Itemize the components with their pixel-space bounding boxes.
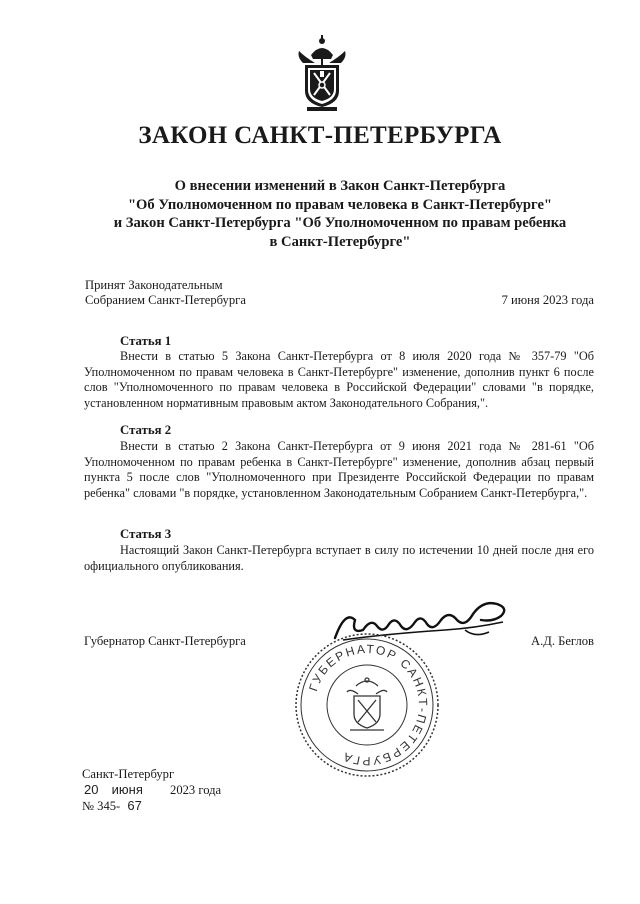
footer-year: 2023 года	[170, 783, 222, 797]
subtitle-line: О внесении изменений в Закон Санкт-Петербурга	[174, 178, 506, 194]
footer-number-prefix: № 345-	[82, 799, 121, 813]
footer-city: Санкт-Петербург	[82, 767, 175, 781]
document-subtitle	[80, 177, 600, 251]
footer-date	[82, 782, 221, 798]
seal-emblem-icon	[347, 678, 387, 730]
article-text: Внести в статью 2 Закона Санкт-Петербурга от 9 июня 2021 года № 281-61 "Об Уполномоченном по правам ребенка в Санкт-Петербурге" изменение, дополнив абзац первый пункта 5 после слов "Уполномоченного при Президенте Российской Федерации по правам ребенка" словами "в порядке, установленном Законодательным Собранием Санкт-Петербурга,".	[84, 439, 594, 500]
footer-day: 20	[84, 782, 99, 797]
adoption-date: 7 июня 2023 года	[501, 293, 594, 307]
article-heading: Статья 2	[120, 423, 172, 437]
subtitle-line: и Закон Санкт-Петербурга "Об Уполномоченном по правам ребенка	[113, 215, 567, 231]
article-text: Внести в статью 5 Закона Санкт-Петербурга от 8 июля 2020 года № 357-79 "Об Уполномоченном по правам человека в Санкт-Петербурге" изменение, дополнив пункт 6 после слов "Уполномоченного по правам человека в Российской Федерации" словами "в порядке, установленном нормативным правовым актом Законодательного Собрания,".	[84, 349, 594, 410]
document-title: ЗАКОН САНКТ-ПЕТЕРБУРГА	[138, 122, 502, 149]
adoption-line: Собранием Санкт-Петербурга	[85, 293, 246, 307]
footer-number-suffix: 67	[127, 798, 142, 813]
subtitle-line: в Санкт-Петербурге"	[269, 233, 411, 250]
article-text: Настоящий Закон Санкт-Петербурга вступает в силу по истечении 10 дней после дня его официального опубликования.	[84, 543, 594, 573]
official-seal	[292, 630, 442, 780]
article-heading: Статья 3	[120, 527, 172, 541]
article-heading: Статья 1	[120, 334, 172, 348]
saint-petersburg-coat-of-arms-icon	[293, 33, 351, 113]
document-footer	[82, 767, 221, 814]
adoption-statement	[85, 278, 246, 308]
governor-name: А.Д. Беглов	[530, 634, 594, 648]
subtitle-line: "Об Уполномоченном по правам человека в Санкт-Петербурге"	[127, 196, 553, 213]
footer-month: июня	[111, 782, 143, 797]
seal-text: ГУБЕРНАТОР САНКТ-ПЕТЕРБУРГА	[306, 641, 431, 769]
governor-title: Губернатор Санкт-Петербурга	[84, 634, 246, 648]
footer-number	[82, 798, 221, 814]
adoption-line: Принят Законодательным	[85, 278, 223, 292]
svg-text:ГУБЕРНАТОР САНКТ-ПЕТЕРБУРГА	[306, 642, 430, 768]
